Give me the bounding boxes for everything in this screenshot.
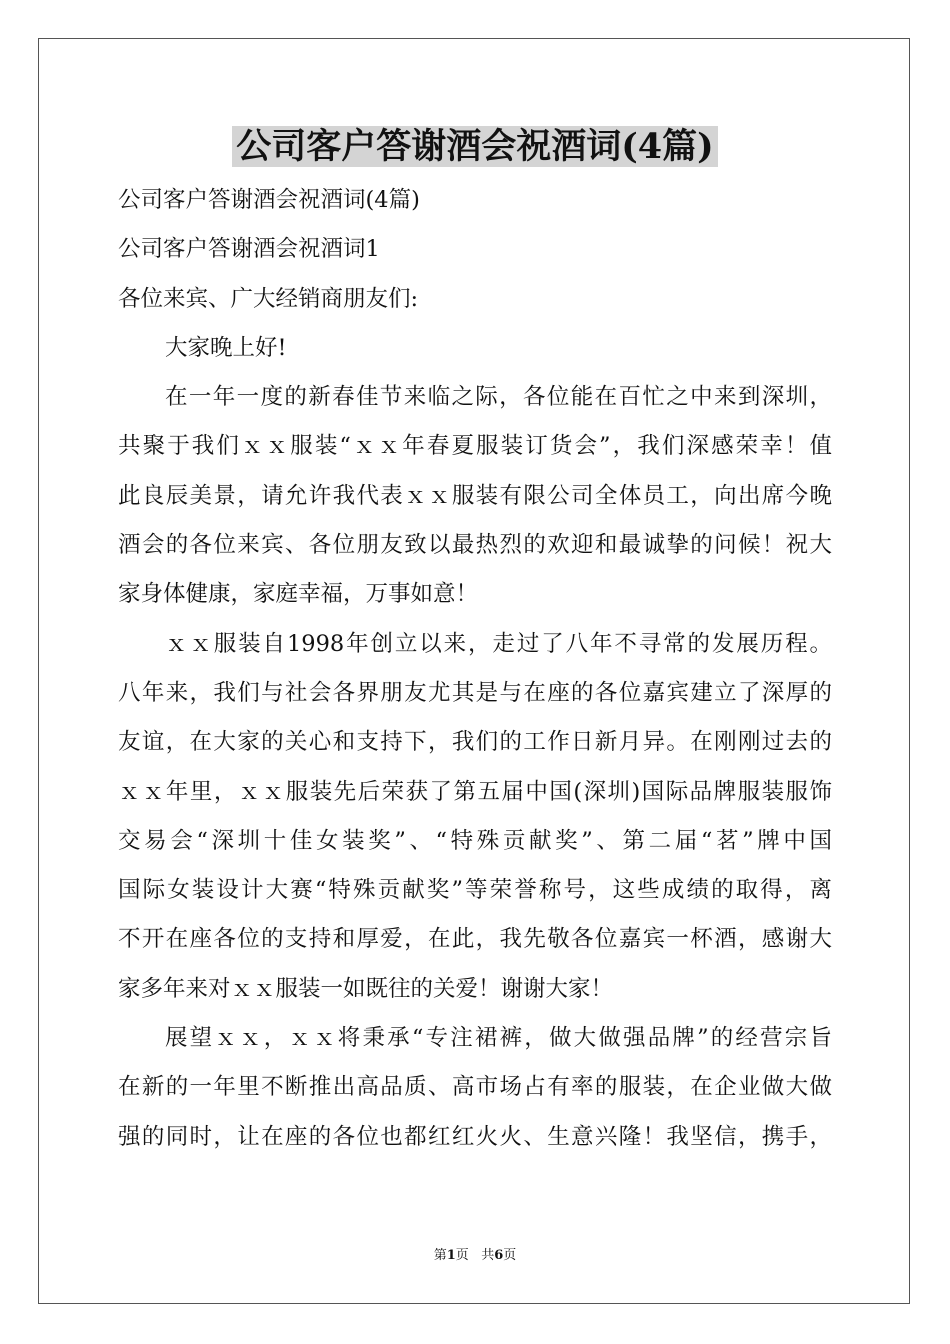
text-line: 在新的一年里不断推出高品质、高市场占有率的服装，在企业做大做 <box>118 1074 832 1101</box>
page-footer <box>0 1248 950 1264</box>
text-line: 大家晚上好! <box>165 334 287 361</box>
text-line: 国际女装设计大赛“特殊贡献奖”等荣誉称号，这些成绩的取得，离 <box>118 877 832 904</box>
text-line: 展望ｘｘ，ｘｘ将秉承“专注裙裤，做大做强品牌”的经营宗旨 <box>165 1025 832 1052</box>
footer-total-prefix: 共 <box>481 1248 495 1263</box>
text-line: 家身体健康，家庭幸福，万事如意！ <box>118 581 479 608</box>
text-line: 强的同时，让在座的各位也都红红火火、生意兴隆！我坚信，携手， <box>118 1123 832 1150</box>
text-line: 酒会的各位来宾、各位朋友致以最热烈的欢迎和最诚挚的问候！祝大 <box>118 532 832 559</box>
document-title-text: 公司客户答谢酒会祝酒词(4篇) <box>232 126 717 167</box>
document-title <box>0 124 950 170</box>
document-body <box>118 176 832 1162</box>
footer-total-suffix: 页 <box>503 1248 517 1263</box>
text-line: 交易会“深圳十佳女装奖”、“特殊贡献奖”、第二届“茗”牌中国 <box>118 827 832 854</box>
text-line: 公司客户答谢酒会祝酒词1 <box>118 236 380 263</box>
text-line: 友谊，在大家的关心和支持下，我们的工作日新月异。在刚刚过去的 <box>118 729 832 756</box>
text-line: 八年来，我们与社会各界朋友尤其是与在座的各位嘉宾建立了深厚的 <box>118 679 832 706</box>
text-line: 共聚于我们ｘｘ服装“ｘｘ年春夏服装订货会”，我们深感荣幸！值 <box>118 433 832 460</box>
footer-page-suffix: 页 <box>455 1248 469 1263</box>
footer-page-number: 1 <box>446 1248 456 1263</box>
text-line: 在一年一度的新春佳节来临之际，各位能在百忙之中来到深圳， <box>165 384 832 411</box>
footer-page-prefix: 第 <box>433 1248 447 1263</box>
text-line: 公司客户答谢酒会祝酒词(4篇) <box>118 187 420 213</box>
text-line: 家多年来对ｘｘ服装一如既往的关爱！谢谢大家！ <box>118 975 614 1002</box>
text-line: 此良辰美景，请允许我代表ｘｘ服装有限公司全体员工，向出席今晚 <box>118 482 832 509</box>
text-line: ｘｘ年里，ｘｘ服装先后荣获了第五届中国(深圳)国际品牌服装服饰 <box>118 778 832 805</box>
footer-total-pages: 6 <box>494 1248 504 1263</box>
text-line: 不开在座各位的支持和厚爱，在此，我先敬各位嘉宾一杯酒，感谢大 <box>118 926 832 953</box>
text-line: 各位来宾、广大经销商朋友们: <box>118 285 419 312</box>
text-line: ｘｘ服装自1998年创立以来，走过了八年不寻常的发展历程。 <box>165 630 832 657</box>
